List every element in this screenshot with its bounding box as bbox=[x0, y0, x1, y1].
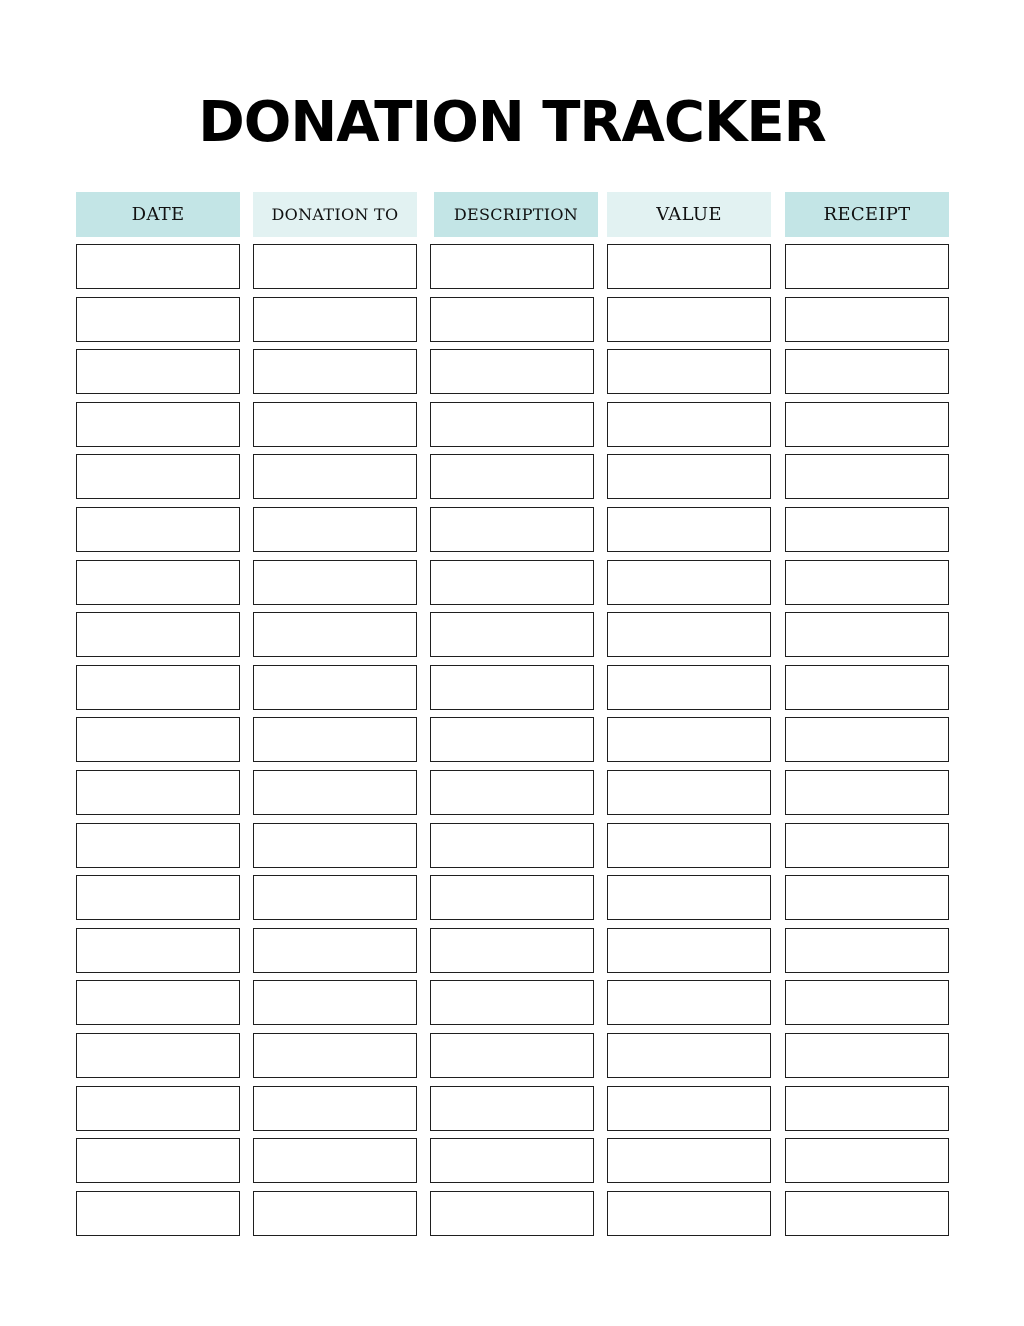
entry-cell-description[interactable] bbox=[430, 1138, 594, 1183]
entry-cell-date[interactable] bbox=[76, 402, 240, 447]
entry-cell-date[interactable] bbox=[76, 244, 240, 289]
entry-cell-donation-to[interactable] bbox=[253, 770, 417, 815]
entry-cell-receipt[interactable] bbox=[785, 770, 949, 815]
entry-cell-donation-to[interactable] bbox=[253, 717, 417, 762]
entry-cell-date[interactable] bbox=[76, 560, 240, 605]
entry-cell-receipt[interactable] bbox=[785, 244, 949, 289]
entry-cell-donation-to[interactable] bbox=[253, 875, 417, 920]
entry-cell-donation-to[interactable] bbox=[253, 244, 417, 289]
entry-cell-description[interactable] bbox=[430, 823, 594, 868]
entry-cell-receipt[interactable] bbox=[785, 665, 949, 710]
column-header-value: VALUE bbox=[607, 192, 771, 237]
entry-cell-receipt[interactable] bbox=[785, 297, 949, 342]
entry-cell-description[interactable] bbox=[430, 297, 594, 342]
entry-cell-receipt[interactable] bbox=[785, 717, 949, 762]
entry-cell-date[interactable] bbox=[76, 1191, 240, 1236]
entry-cell-description[interactable] bbox=[430, 1033, 594, 1078]
entry-cell-receipt[interactable] bbox=[785, 1033, 949, 1078]
entry-cell-donation-to[interactable] bbox=[253, 928, 417, 973]
entry-cell-value[interactable] bbox=[607, 297, 771, 342]
column-header-date: DATE bbox=[76, 192, 240, 237]
entry-cell-donation-to[interactable] bbox=[253, 612, 417, 657]
column-header-donation-to: DONATION TO bbox=[253, 192, 417, 237]
entry-cell-value[interactable] bbox=[607, 244, 771, 289]
entry-cell-description[interactable] bbox=[430, 1086, 594, 1131]
entry-cell-date[interactable] bbox=[76, 1086, 240, 1131]
column-header-receipt: RECEIPT bbox=[785, 192, 949, 237]
entry-cell-receipt[interactable] bbox=[785, 1086, 949, 1131]
entry-cell-date[interactable] bbox=[76, 297, 240, 342]
entry-cell-donation-to[interactable] bbox=[253, 560, 417, 605]
entry-cell-receipt[interactable] bbox=[785, 1191, 949, 1236]
entry-cell-value[interactable] bbox=[607, 928, 771, 973]
entry-cell-receipt[interactable] bbox=[785, 980, 949, 1025]
entry-cell-donation-to[interactable] bbox=[253, 980, 417, 1025]
entry-cell-donation-to[interactable] bbox=[253, 297, 417, 342]
entry-cell-description[interactable] bbox=[430, 1191, 594, 1236]
entry-cell-donation-to[interactable] bbox=[253, 1191, 417, 1236]
entry-cell-donation-to[interactable] bbox=[253, 823, 417, 868]
entry-cell-receipt[interactable] bbox=[785, 823, 949, 868]
entry-cell-description[interactable] bbox=[430, 402, 594, 447]
entry-cell-date[interactable] bbox=[76, 1033, 240, 1078]
entry-cell-value[interactable] bbox=[607, 823, 771, 868]
entry-cell-receipt[interactable] bbox=[785, 875, 949, 920]
page-title: DONATION TRACKER bbox=[198, 90, 826, 155]
entry-cell-donation-to[interactable] bbox=[253, 1033, 417, 1078]
entry-cell-value[interactable] bbox=[607, 454, 771, 499]
entry-cell-value[interactable] bbox=[607, 560, 771, 605]
entry-cell-date[interactable] bbox=[76, 454, 240, 499]
entry-cell-description[interactable] bbox=[430, 349, 594, 394]
entry-cell-value[interactable] bbox=[607, 402, 771, 447]
entry-cell-value[interactable] bbox=[607, 1033, 771, 1078]
entry-cell-date[interactable] bbox=[76, 1138, 240, 1183]
entry-cell-description[interactable] bbox=[430, 560, 594, 605]
entry-cell-date[interactable] bbox=[76, 717, 240, 762]
entry-cell-receipt[interactable] bbox=[785, 507, 949, 552]
entry-cell-receipt[interactable] bbox=[785, 454, 949, 499]
entry-cell-date[interactable] bbox=[76, 875, 240, 920]
entry-cell-value[interactable] bbox=[607, 665, 771, 710]
entry-cell-value[interactable] bbox=[607, 980, 771, 1025]
entry-cell-date[interactable] bbox=[76, 507, 240, 552]
entry-cell-value[interactable] bbox=[607, 507, 771, 552]
entry-cell-donation-to[interactable] bbox=[253, 1086, 417, 1131]
entry-cell-value[interactable] bbox=[607, 1086, 771, 1131]
entry-cell-donation-to[interactable] bbox=[253, 454, 417, 499]
entry-cell-description[interactable] bbox=[430, 770, 594, 815]
entry-cell-value[interactable] bbox=[607, 1138, 771, 1183]
entry-cell-receipt[interactable] bbox=[785, 612, 949, 657]
entry-cell-date[interactable] bbox=[76, 665, 240, 710]
column-header-description: DESCRIPTION bbox=[434, 192, 598, 237]
entry-cell-description[interactable] bbox=[430, 875, 594, 920]
entry-cell-receipt[interactable] bbox=[785, 349, 949, 394]
entry-cell-receipt[interactable] bbox=[785, 560, 949, 605]
entry-cell-date[interactable] bbox=[76, 823, 240, 868]
entry-cell-donation-to[interactable] bbox=[253, 349, 417, 394]
entry-cell-value[interactable] bbox=[607, 875, 771, 920]
entry-cell-description[interactable] bbox=[430, 928, 594, 973]
entry-cell-description[interactable] bbox=[430, 980, 594, 1025]
entry-cell-receipt[interactable] bbox=[785, 928, 949, 973]
entry-cell-value[interactable] bbox=[607, 770, 771, 815]
entry-cell-description[interactable] bbox=[430, 665, 594, 710]
entry-cell-description[interactable] bbox=[430, 507, 594, 552]
entry-cell-receipt[interactable] bbox=[785, 1138, 949, 1183]
entry-cell-donation-to[interactable] bbox=[253, 507, 417, 552]
entry-cell-date[interactable] bbox=[76, 612, 240, 657]
entry-cell-value[interactable] bbox=[607, 612, 771, 657]
entry-cell-description[interactable] bbox=[430, 454, 594, 499]
entry-cell-value[interactable] bbox=[607, 1191, 771, 1236]
entry-cell-description[interactable] bbox=[430, 612, 594, 657]
entry-cell-date[interactable] bbox=[76, 349, 240, 394]
entry-cell-receipt[interactable] bbox=[785, 402, 949, 447]
entry-cell-description[interactable] bbox=[430, 244, 594, 289]
entry-cell-value[interactable] bbox=[607, 717, 771, 762]
entry-cell-date[interactable] bbox=[76, 770, 240, 815]
entry-cell-value[interactable] bbox=[607, 349, 771, 394]
entry-cell-date[interactable] bbox=[76, 980, 240, 1025]
entry-cell-donation-to[interactable] bbox=[253, 402, 417, 447]
entry-cell-donation-to[interactable] bbox=[253, 1138, 417, 1183]
entry-cell-donation-to[interactable] bbox=[253, 665, 417, 710]
entry-cell-description[interactable] bbox=[430, 717, 594, 762]
entry-cell-date[interactable] bbox=[76, 928, 240, 973]
